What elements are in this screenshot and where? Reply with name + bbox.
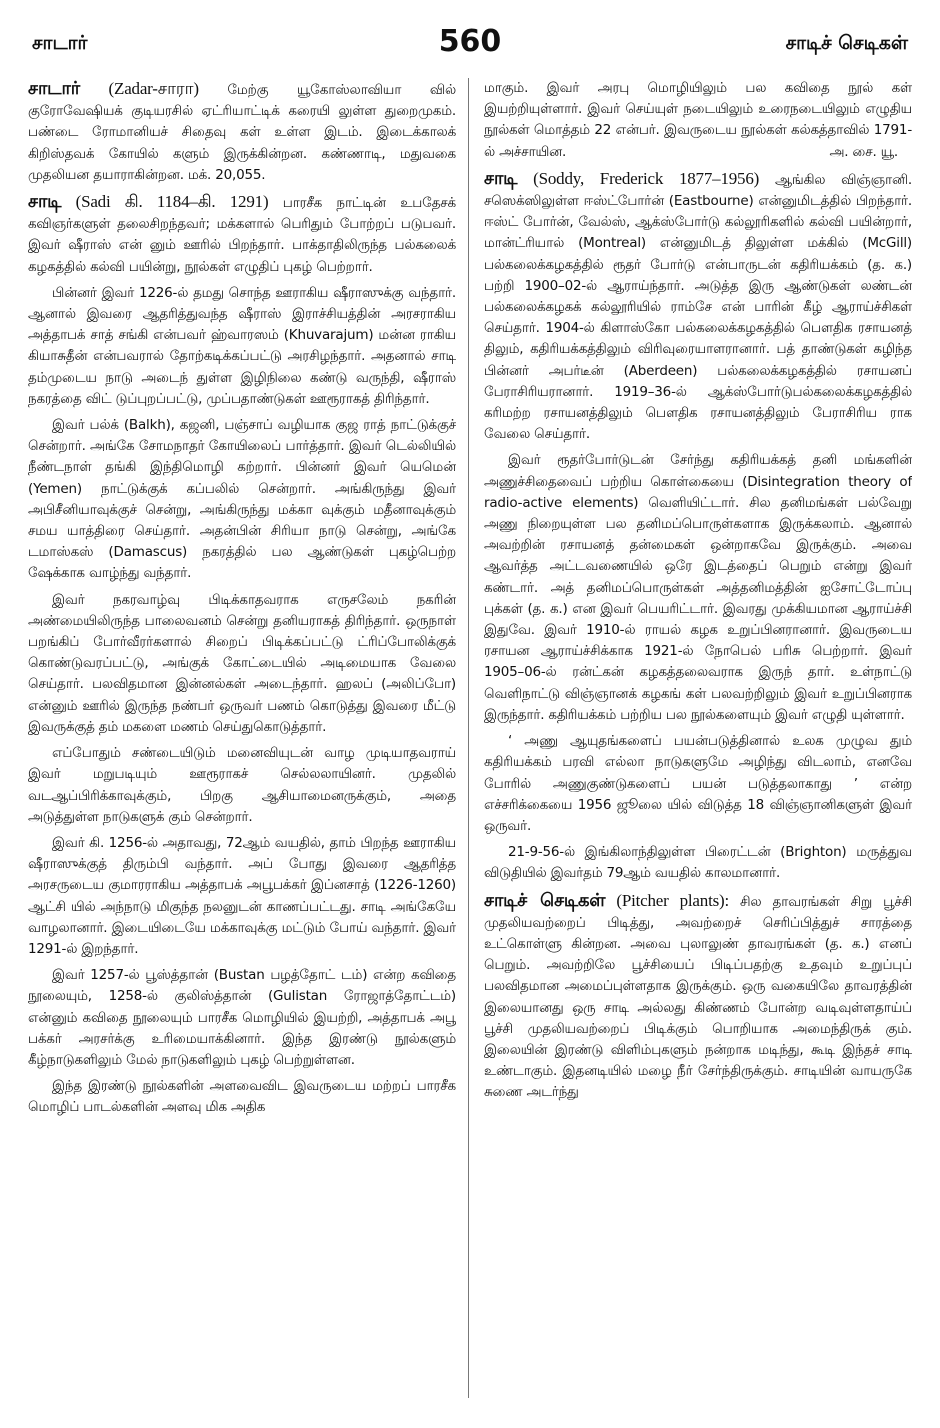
entry-body: சில தாவரங்கள் சிறு பூச்சி முதலியவற்றைப் பிடித்து, அவற்றைச் செரிப்பித்துச் சாரத்தை உட்கொள்ளு கின்றன. அவை புலாலுண் தாவரங்கள் (த. க.) எனப் பெறும். அவற்றிலே பூச்சியைப் பிடிப்பதற்கு உதவும் உறுப்புப் பலவிதமான அமைப்புள்ளதாக இருக்கும். ஒரு வகையிலே தாவரத்தின் இலையானது ஒரு சாடி அல்லது கிண்ணம் போன்ற வடிவுள்ளதாய்ப் பூச்சி முதலியவற்றைப் பிடிக்கும் பொறியாக அமைந்திருக் கும். இலையின் இரண்டு விளிம்புகளும் நன்றாக மடிந்து, கூடி இந்தச் சாடி உண்டாகும். இதனடியில் மழை நீர் சேர்ந்திருக்கும். சாடியின் வாயருகே சுணை அடர்ந்து: [484, 893, 912, 1101]
paragraph: இந்த இரண்டு நூல்களின் அளவைவிட இவருடைய மற்றப் பாரசீக மொழிப் பாடல்களின் அளவு மிக அதிக: [28, 1078, 456, 1116]
entry-latin-name: (Soddy, Frederick 1877–1956): [533, 168, 760, 188]
page-number: 560: [438, 24, 502, 59]
entry-body: மேற்கு யூகோஸ்லாவியா வில் குரோவேஷியக் குடியரசில் ஏட்ரியாட்டிக் கரையி லுள்ள துறைமுகம். பண்டை ரோமானியச் சிதைவு கள் உள்ள இடம். இடைக்காலக் கிறிஸ்தவக் கோயில் களும் இருக்கின்றன. கண்ணாடி, மதுவகை முதலியன தயாராகின்றன. மக். 20,055.: [28, 82, 456, 183]
paragraph: ‘ அணு ஆயுதங்களைப் பயன்படுத்தினால் உலக முழுவ தும் கதிரியக்கம் பரவி எல்லா நாடுகளுமே அழிந்து விடலாம், எனவே போரில் அணுகுண்டுகளைப் பயன் படுத்தலாகாது ’ என்ற எச்சரிக்கையை 1956 ஜூலை யில் விடுத்த 18 விஞ்ஞானிகளுள் இவர் ஒருவர்.: [484, 733, 912, 834]
right-column: [484, 78, 912, 1418]
entry-body: ஆங்கில விஞ்ஞானி. சஸெக்ஸிலுள்ள ஈஸ்ட்போர்ன் (Eastbourne) என்னுமிடத்தில் பிறந்தார். ஈஸ்ட் போர்ன், வேல்ஸ், ஆக்ஸ்போர்டு கல்லூரிகளில் கல்வி பயின்றார், மான்ட்ரியால் (Montreal) என்னுமிடத் திலுள்ள மக்கில் (McGill) பல்கலைக்கழகத்தில் ரூதர் போர்டு என்பாருடன் கதிரியக்கம் (த. க.) பற்றி 1900–02-ல் ஆராய்ந்தார். அடுத்த இரு ஆண்டுகள் லண்டன் பல்கலைக்கழகக் கல்லூரியில் ராம்சே என் பாரின் கீழ் ஆராய்ச்சிகள் செய்தார். 1904-ல் கிளாஸ்கோ பல்கலைக்கழகத்தில் பௌதிக ரசாயனத் திலும், கதிரியக்கத்திலும் விரிவுரையாளரானார். பத் தாண்டுகள் கழிந்த பின்னர் அபர்டீன் (Aberdeen) பல்கலைக்கழகத்தில் ரசாயனப் பேராசிரியரானார். 1919–36-ல் ஆக்ஸ்போர்டுபல்கலைக்கழகத்தில் கரிமற்ற ரசாயனத்திலும் பௌதிக ரசாயனத்திலும் பேராசிரிய ராக வேலை செய்தார்.: [484, 171, 912, 443]
entry-headword: சாடிச் செடிகள்: [484, 889, 606, 911]
left-column: [28, 78, 456, 1418]
paragraph: இவர் பல்க் (Balkh), கஜனி, பஞ்சாப் வழியாக குஜ ராத் நாட்டுக்குச் சென்றார். அங்கே சோமநாதர் கோயிலைப் பார்த்தார். இவர் டெல்லியில் நீண்டநாள் தங்கி இந்திமொழி கற்றார். பின்னர் இவர் யெமென் (Yemen) நாட்டுக்குக் கப்பலில் சென்றார். அங்கிருந்து இவர் அபிசீனியாவுக்குச் சென்று, அங்கிருந்து மக்கா வுக்கும் மதீனாவுக்கும் சமய யாத்திரை செய்தார். அதன்பின் சிரியா நாடு சென்று, அங்கே டமாஸ்கஸ் (Damascus) நகரத்தில் பல ஆண்டுகள் புகழ்பெற்ற ஷேக்காக வாழ்ந்து வந்தார்.: [28, 417, 456, 582]
running-header: [28, 22, 912, 60]
entry-latin-name: (Zadar-சாரா): [108, 79, 199, 98]
entry-body: மாகும். இவர் அரபு மொழியிலும் பல கவிதை நூல் கள் இயற்றியுள்ளார். இவர் செய்யுள் நடையிலும் உரைநடையிலும் எழுதிய நூல்கள் மொத்தம் 22 என்பர். இவருடைய நூல்கள் கல்கத்தாவில் 1791-ல் அச்சாயின.: [484, 80, 912, 160]
column-divider: [468, 78, 469, 1398]
entry-latin-name: (Pitcher plants):: [616, 890, 729, 910]
paragraph: பின்னர் இவர் 1226-ல் தமது சொந்த ஊராகிய ஷீராஸுக்கு வந்தார். ஆனால் இவரை ஆதரித்துவந்த ஷீராஸ் இராச்சியத்தின் அரசராகிய அத்தாபக் சாத் சங்கி என்பவர் ஹ்வாரஸம் (Khuvarajum) மன்ன ராகிய கியாசுதீன் என்பவரால் தோற்கடிக்கப்பட்டு அரசிழந்தார். அதனால் சாடி தம்முடைய நாடு அடைந் துள்ள இழிநிலை கண்டு வருந்தி, ஷீராஸ் நகரத்தை விட் டுப்புறப்பட்டு, முப்பதாண்டுகள் ஊரூராகத் திரிந்தார்.: [28, 284, 456, 407]
paragraph: இவர் 1257-ல் பூஸ்த்தான் (Bustan பழத்தோட் டம்) என்ற கவிதை நூலையும், 1258-ல் குலிஸ்த்தான் (Gulistan ரோஜாத்தோட்டம்) என்னும் கவிதை நூலையும் பாரசீக மொழியில் இயற்றி, அத்தாபக் அபூ பக்கர் அரசர்க்கு உரிமையாக்கினார். இந்த இரண்டு நூல்களும் கீழ்நாடுகளிலும் மேல் நாடுகளிலும் புகழ் பெற்றுள்ளன.: [28, 967, 456, 1068]
entry-headword: சாடார்: [28, 78, 80, 99]
header-left-entry: சாடார்: [32, 32, 88, 54]
paragraph: இவர் நகரவாழ்வு பிடிக்காதவராக எருசலேம் நகரின் அண்மையிலிருந்த பாலைவனம் சென்று தனியராகத் திரிந்தார். ஒருநாள் பறங்கிப் போர்வீரர்களால் சிறைப் பிடிக்கப்பட்டு ட்ரிப்போலிக்குக் கொண்டுவரப்பட்டு, அங்குக் கோட்டையில் அடிமையாக வேலை செய்தார். பலவிதமான இன்னல்கள் அடைந்தார். ஹலப் (அலிப்போ) என்னும் ஊரில் இருந்த நண்பர் ஒருவர் பணம் கொடுத்து இவரை மீட்டு இவருக்குத் தம் மகளை மணம் செய்துகொடுத்தார்.: [28, 591, 456, 735]
entry-zadar: [28, 78, 456, 186]
entry-body: பாரசீக நாட்டின் உபதேசக் கவிஞர்களுள் தலைசிறந்தவர்; மக்களால் பெரிதும் போற்றப் படுபவர். இவர் ஷீராஸ் என் னும் ஊரில் பிறந்தார். பாக்தாதிலிருந்த பல்கலைக் கழகத்தில் கல்வி பயின்று, நூல்கள் எழுதிப் புகழ் பெற்றார்.: [28, 195, 456, 275]
paragraph: இவர் கி. 1256-ல் அதாவது, 72ஆம் வயதில், தாம் பிறந்த ஊராகிய ஷீராஸுக்குத் திரும்பி வந்தார். அப் போது இவரை ஆதரித்த அரசருடைய குமாரராகிய அத்தாபக் அபூபக்கர் இப்னசாத் (1226-1260) ஆட்சி யில் அந்நாடு மிகுந்த நலனுடன் காணப்பட்டது. சாடி அங்கேயே வாழலானார். இடையிடையே மக்காவுக்கு மட்டும் போய் வந்தார். இவர் 1291-ல் இறந்தார்.: [28, 834, 456, 957]
paragraph: 21-9-56-ல் இங்கிலாந்திலுள்ள பிரைட்டன் (Brighton) மருத்துவ விடுதியில் இவர்தம் 79ஆம் வயதில் காலமானார்.: [484, 844, 912, 882]
author-signature: அ. சை. யூ.: [829, 143, 898, 160]
entry-pitcher-plants: [484, 890, 912, 1104]
paragraph: எப்போதும் சண்டையிடும் மனைவியுடன் வாழ முடியாதவராய் இவர் மறுபடியும் ஊரூராகச் செல்லலாயினர். முதலில் வடஆப்பிரிக்காவுக்கும், பிறகு ஆசியாமைனருக்கும், அதை அடுத்துள்ள நாடுகளுக் கும் சென்றார்.: [28, 745, 456, 825]
entry-latin-name: (Sadi கி. 1184–கி. 1291): [75, 192, 269, 212]
entry-sadi: [28, 191, 456, 278]
paragraph: இவர் ரூதர்போர்டுடன் சேர்ந்து கதிரியக்கத் தனி மங்களின் அணுச்சிதைவைப் பற்றிய கொள்கையை (Disintegration theory of radio-active elements) வெளியிட்டார். சில தனிமங்கள் பல்வேறு அணு நிறையுள்ள பல தனிமப்பொருள்களாக இருக்கலாம். ஆனால் அவற்றின் ரசாயனத் தன்மைகள் ஒன்றாகவே இருக்கும். அவை ஆவர்த்த அட்டவணையில் ஒரே இடத்தைப் பெறும் என்று இவர் கண்டார். அத் தனிமப்பொருள்கள் அத்தனிமத்தின் ஐசோட்டோப்பு புக்கள் (த. க.) என இவர் பெயரிட்டார். இவரது முக்கியமான ஆராய்ச்சி இதுவே. இவர் 1910-ல் ராயல் கழக உறுப்பினரானார். இவருடைய ரசாயன ஆராய்ச்சிக்காக 1921-ல் நோபெல் பரிசு பெற்றார். இவர் 1905–06-ல் ரன்ட்கன் கழகத்தலைவராக இருந் தார். உள்நாட்டு வெளிநாட்டு விஞ்ஞானக் கழகங் கள் பலவற்றிலும் இவர் உறுப்பினராக இருந்தார். கதிரியக்கம் பற்றிய பல நூல்களையும் இவர் எழுதி யுள்ளார்.: [484, 452, 912, 723]
paragraph: [484, 78, 912, 163]
entry-soddy: [484, 168, 912, 446]
entry-headword: சாடி: [484, 167, 518, 189]
text-columns: [28, 78, 912, 1418]
entry-headword: சாடி: [28, 191, 62, 213]
header-right-entry: சாடிச் செடிகள்: [785, 32, 908, 54]
